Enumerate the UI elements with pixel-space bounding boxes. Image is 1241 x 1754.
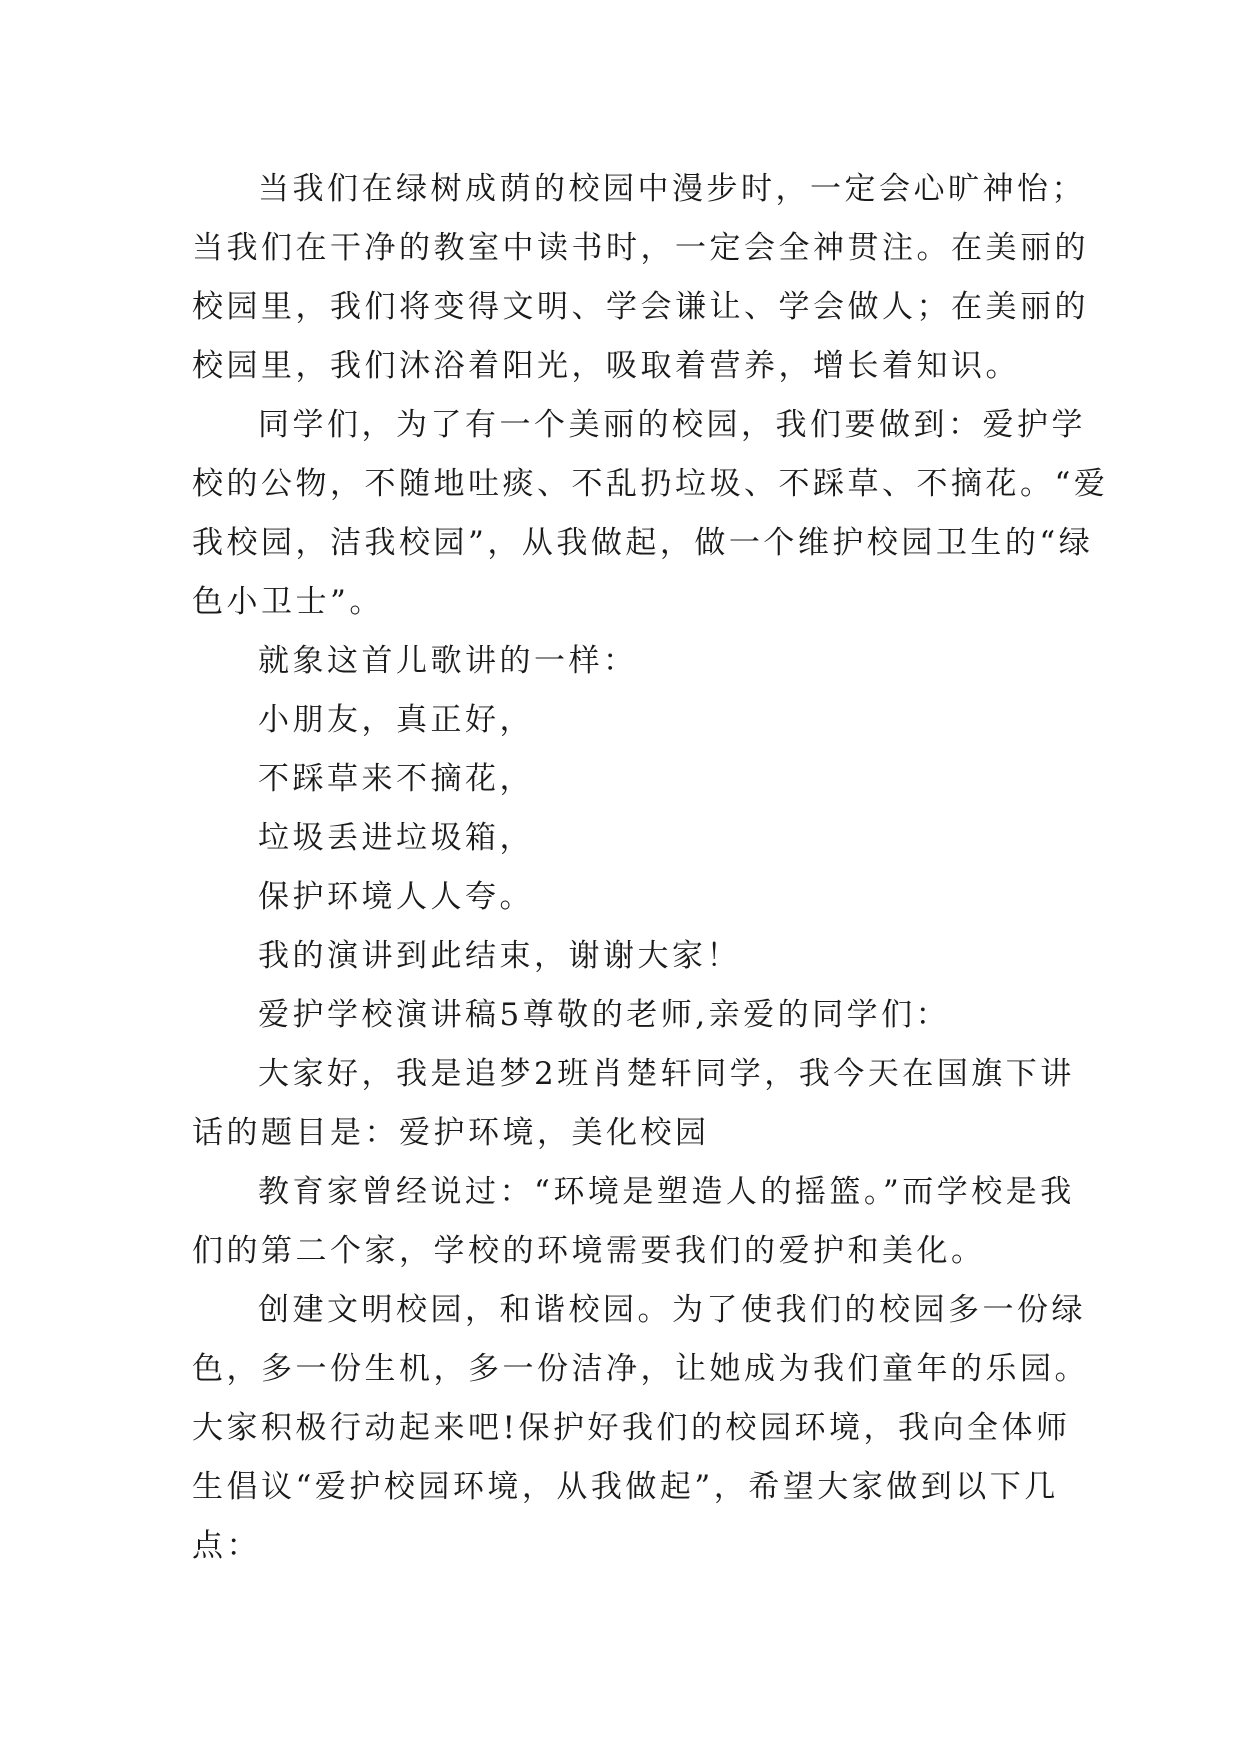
text-line: 创建文明校园，和谐校园。为了使我们的校园多一份绿 [258,1292,1086,1328]
text-line: 生倡议“爱护校园环境，从我做起”，希望大家做到以下几 [192,1469,1059,1505]
text-line: 不踩草来不摘花， [258,761,534,797]
text-line: 们的第二个家，学校的环境需要我们的爱护和美化。 [192,1233,986,1269]
text-line: 同学们，为了有一个美丽的校园，我们要做到：爱护学 [258,407,1086,443]
text-line: 小朋友，真正好， [258,702,534,738]
text-line: 爱护学校演讲稿5尊敬的老师,亲爱的同学们： [258,997,951,1033]
paragraph-greeting [192,1045,1075,1163]
text-line: 话的题目是：爱护环境，美化校园 [192,1115,710,1151]
paragraph-proposal [192,1281,1089,1576]
song-line-4 [192,868,1052,927]
paragraph-closing [192,927,1052,986]
text-line: 校园里，我们沐浴着阳光，吸取着营养，增长着知识。 [192,348,1020,384]
speech-heading [192,986,1052,1045]
paragraph-song-intro [192,632,1052,691]
text-line: 当我们在绿树成荫的校园中漫步时，一定会心旷神怡； [258,171,1086,207]
text-line: 当我们在干净的教室中读书时，一定会全神贯注。在美丽的 [192,230,1089,266]
text-line: 校园里，我们将变得文明、学会谦让、学会做人；在美丽的 [192,289,1089,325]
text-line: 我校园，洁我校园”，从我做起，做一个维护校园卫生的“绿 [192,525,1094,561]
text-line: 保护环境人人夸。 [258,879,534,915]
paragraph-campus-stroll [192,160,1089,396]
text-line: 色，多一份生机，多一份洁净，让她成为我们童年的乐园。 [192,1351,1089,1387]
text-line: 校的公物，不随地吐痰、不乱扔垃圾、不踩草、不摘花。“爱 [192,466,1109,502]
song-line-1 [192,691,1052,750]
text-line: 我的演讲到此结束，谢谢大家！ [258,938,741,974]
text-line: 教育家曾经说过：“环境是塑造人的摇篮。”而学校是我 [258,1174,1075,1210]
body-text [192,160,1109,1576]
text-line: 点： [192,1528,261,1564]
song-line-2 [192,750,1052,809]
text-line: 大家好，我是追梦2班肖楚轩同学，我今天在国旗下讲 [258,1056,1075,1092]
text-line: 色小卫士”。 [192,584,384,620]
paragraph-educator-quote [192,1163,1075,1281]
song-line-3 [192,809,1052,868]
text-line: 就象这首儿歌讲的一样： [258,643,638,679]
paragraph-classmates [192,396,1109,632]
text-line: 垃圾丢进垃圾箱， [258,820,534,856]
text-line: 大家积极行动起来吧!保护好我们的校园环境，我向全体师 [192,1410,1071,1446]
